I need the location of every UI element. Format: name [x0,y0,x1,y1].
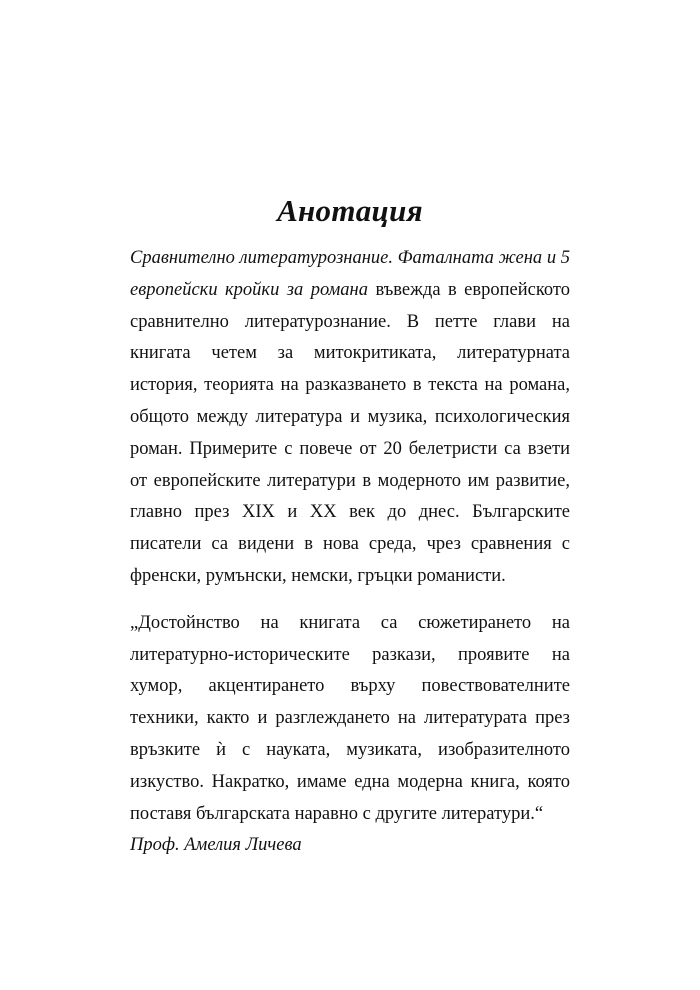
review-quote [130,608,570,862]
annotation-paragraph [130,243,570,593]
annotation-body [130,243,570,862]
annotation-text: въвежда в европейското сравнително литературознание. В петте глави на книгата четем за митокритиката, литературната история, теорията на разказването в текста на романа, общото между литература и музика, психологическия роман. Примерите с повече от 20 белетристи са взети от европейските литератури в модерното им развитие, главно през XIX и XX век до днес. Българските писатели са видени в нова среда, чрез сравнения с френски, румънски, немски, гръцки романисти. [130,279,571,586]
quote-text: „Достойнство на книгата са сюжетирането на литературно-историческите разкази, проявите на хумор, акцентирането върху повествователните техники, както и разглеждането на литературата през връзките ѝ с науката, музиката, изобразителното изкуство. Накратко, имаме една модерна книга, която поставя българската наравно с другите литератури.“ [130,612,570,824]
quote-author: Проф. Амелия Личева [130,835,302,856]
book-title: Сравнително литературознание. Фаталната жена и 5 европейски кройки за романа [130,248,570,300]
page-title: Анотация [277,193,423,228]
